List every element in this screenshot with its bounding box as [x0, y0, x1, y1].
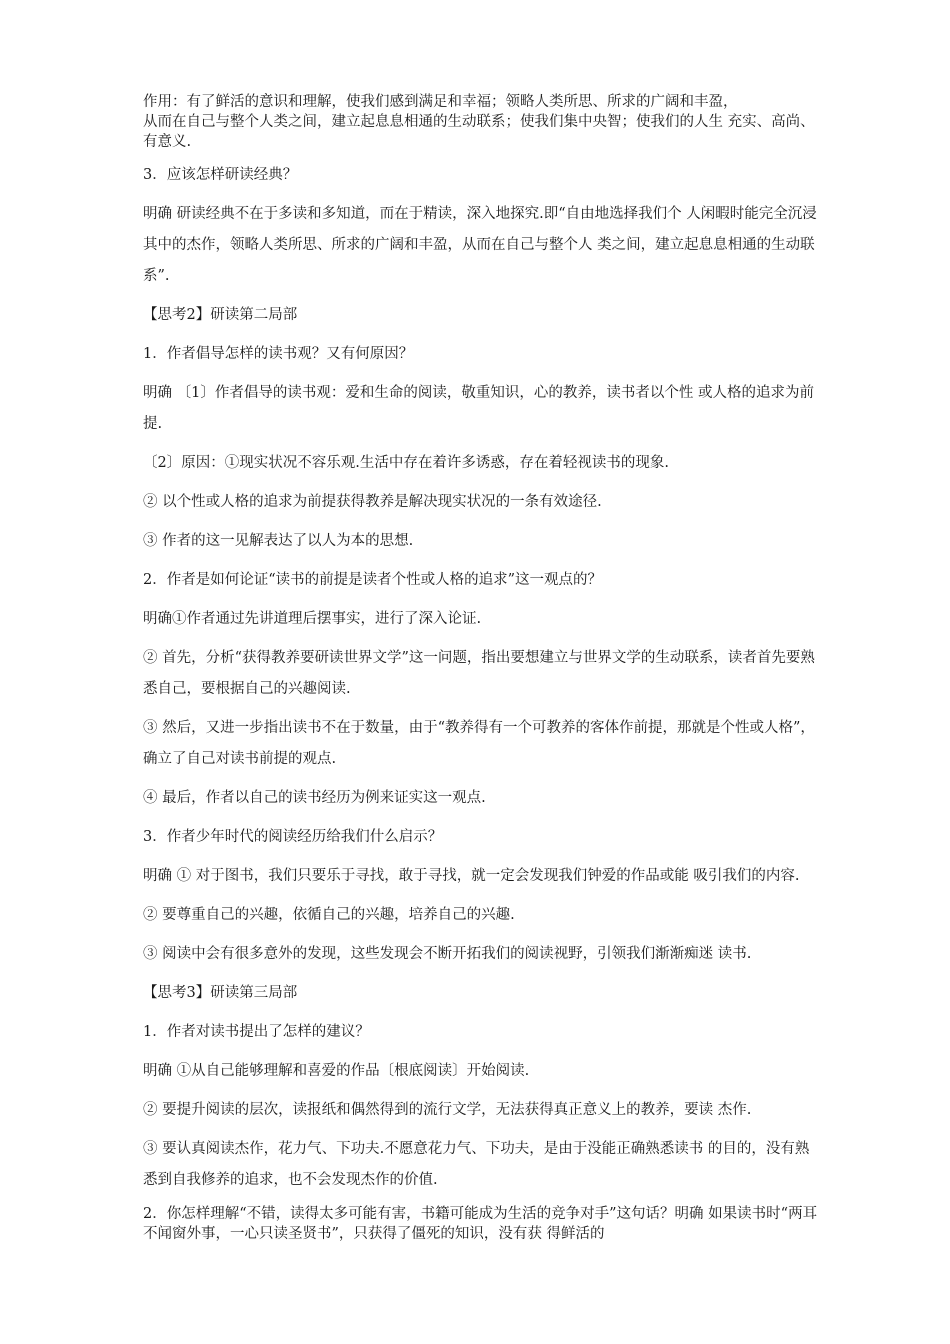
section-heading: 【思考3】研读第三局部: [143, 985, 298, 1001]
paragraph: ③ 作者的这一见解表达了以人为本的思想.: [143, 533, 414, 549]
paragraph: ③ 然后，又进一步指出读书不在于数量，由于“教养得有一个可教养的客体作前提，那就是个性或人格”，确立了自己对读书前提的观点.: [143, 720, 815, 767]
question-heading: 1．作者对读书提出了怎样的建议？: [143, 1024, 370, 1040]
paragraph: ③ 阅读中会有很多意外的发现，这些发现会不断开拓我们的阅读视野，引领我们渐渐痴迷 读书.: [143, 946, 752, 962]
paragraph: 明确 ①从自己能够理解和喜爱的作品〔根底阅读〕开始阅读.: [143, 1063, 530, 1079]
question-heading: 2．作者是如何论证“读书的前提是读者个性或人格的追求”这一观点的？: [143, 572, 603, 588]
paragraph: 明确 ① 对于图书，我们只要乐于寻找，敢于寻找，就一定会发现我们钟爱的作品或能 吸引我们的内容.: [143, 868, 800, 884]
paragraph: ③ 要认真阅读杰作，花力气、下功夫.不愿意花力气、下功夫，是由于没能正确熟悉读书 的目的，没有熟悉到自我修养的追求，也不会发现杰作的价值.: [143, 1141, 810, 1188]
document-body: [143, 92, 823, 1244]
paragraph: ② 首先，分析“获得教养要研读世界文学”这一问题，指出要想建立与世界文学的生动联系，读者首先要熟悉自己，要根据自己的兴趣阅读.: [143, 650, 815, 697]
paragraph: 〔2〕原因：①现实状况不容乐观.生活中存在着许多诱惑，存在着轻视读书的现象.: [143, 455, 669, 471]
question-heading: 1．作者倡导怎样的读书观？又有何原因？: [143, 346, 414, 362]
paragraph: 明确①作者通过先讲道理后摆事实，进行了深入论证.: [143, 611, 482, 627]
paragraph: 作用：有了鲜活的意识和理解，使我们感到满足和幸福；领略人类所思、所求的广阔和丰盈，: [143, 94, 738, 110]
paragraph: ④ 最后，作者以自己的读书经历为例来证实这一观点.: [143, 790, 486, 806]
paragraph: 从而在自己与整个人类之间，建立起息息相通的生动联系；使我们集中央智；使我们的人生 充实、高尚、有意义.: [143, 114, 815, 150]
paragraph: 明确 研读经典不在于多读和多知道，而在于精读，深入地探究.即“自由地选择我们个 人闲暇时能完全沉浸其中的杰作，领略人类所思、所求的广阔和丰盈，从而在自己与整个人 类之间，建立起息息相通的生动联系”.: [143, 206, 817, 284]
paragraph: ② 要提升阅读的层次，读报纸和偶然得到的流行文学，无法获得真正意义上的教养，要读 杰作.: [143, 1102, 752, 1118]
paragraph: ② 要尊重自己的兴趣，依循自己的兴趣，培养自己的兴趣.: [143, 907, 515, 923]
paragraph: 2．你怎样理解“不错，读得太多可能有害，书籍可能成为生活的竞争对手”这句话？明确 如果读书时“两耳不闻窗外事，一心只读圣贤书”，只获得了僵死的知识，没有获 得鲜活的: [143, 1206, 818, 1242]
paragraph: ② 以个性或人格的追求为前提获得教养是解决现实状况的一条有效途径.: [143, 494, 602, 510]
paragraph: 明确 〔1〕作者倡导的读书观：爱和生命的阅读，敬重知识，心的教养，读书者以个性 或人格的追求为前提.: [143, 385, 814, 432]
question-heading: 3．应该怎样研读经典？: [143, 167, 298, 183]
question-heading: 3．作者少年时代的阅读经历给我们什么启示？: [143, 829, 443, 845]
section-heading: 【思考2】研读第二局部: [143, 307, 298, 323]
